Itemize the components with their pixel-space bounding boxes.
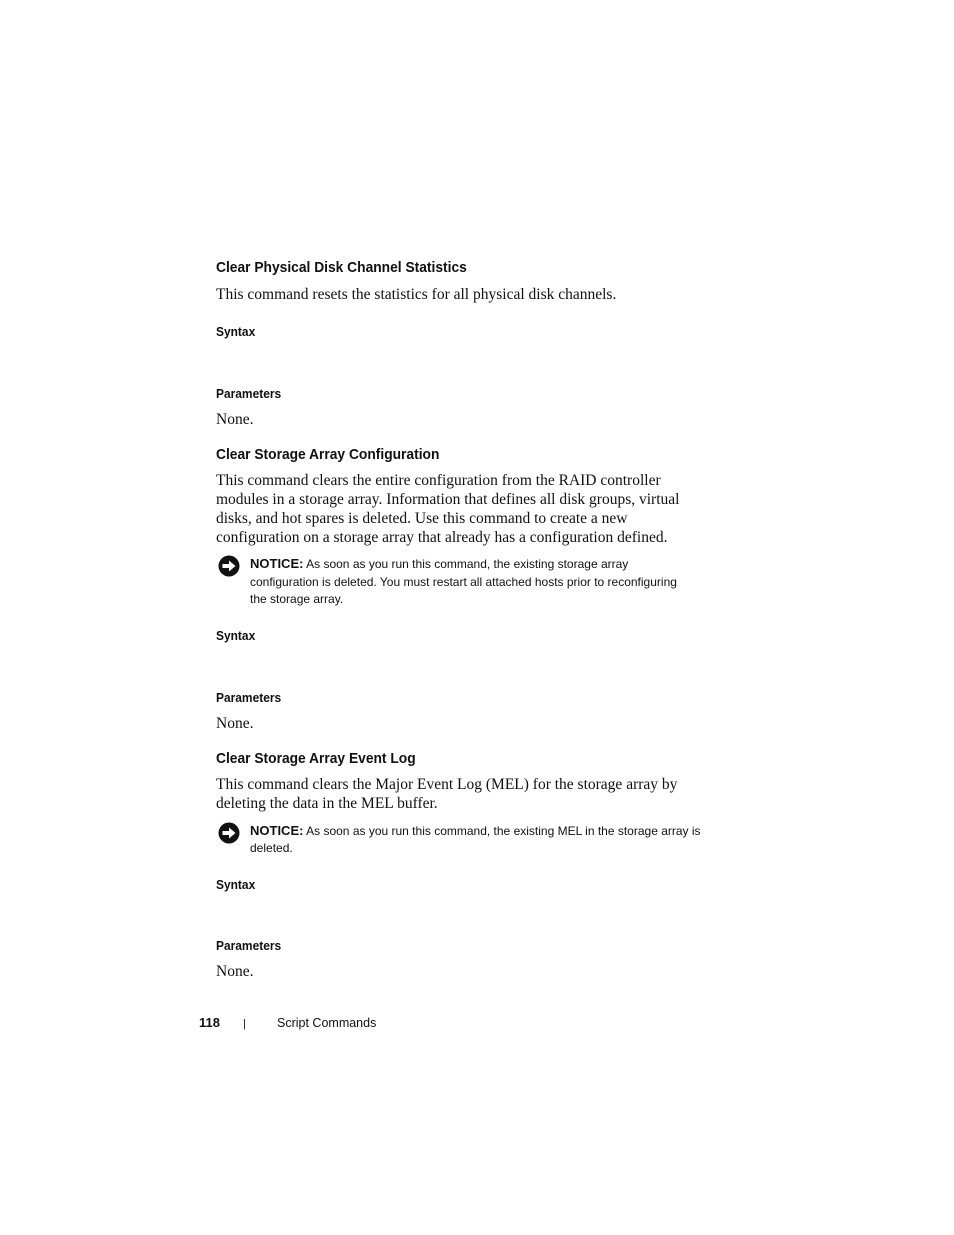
- notice-label: NOTICE:: [250, 556, 304, 571]
- section-title-clear-storage-array-event-log: Clear Storage Array Event Log: [216, 749, 416, 767]
- notice-arrow-icon: [218, 822, 240, 844]
- notice-box: [216, 555, 716, 609]
- description-line: This command clears the entire configuration from the RAID controller: [216, 472, 661, 489]
- parameters-value: None.: [216, 411, 254, 428]
- notice-line: [250, 822, 716, 841]
- syntax-heading: Syntax: [216, 876, 256, 892]
- section-description: This command resets the statistics for all physical disk channels.: [216, 286, 617, 303]
- syntax-heading: Syntax: [216, 324, 256, 339]
- footer-separator: |: [243, 1018, 246, 1030]
- parameters-heading: Parameters: [216, 937, 282, 953]
- notice-text: As soon as you run this command, the existing storage array: [306, 557, 629, 571]
- parameters-value: None.: [216, 962, 254, 980]
- description-line: disks, and hot spares is deleted. Use this command to create a new: [216, 510, 628, 527]
- chapter-title: Script Commands: [277, 1016, 377, 1030]
- section-title-clear-storage-array-configuration: Clear Storage Array Configuration: [216, 446, 440, 463]
- parameters-heading: Parameters: [216, 689, 282, 705]
- section-description: [216, 775, 716, 813]
- description-line: modules in a storage array. Information that defines all disk groups, virtual: [216, 491, 680, 508]
- description-line: configuration on a storage array that already has a configuration defined.: [216, 529, 668, 546]
- syntax-heading: Syntax: [216, 627, 256, 643]
- parameters-heading: Parameters: [216, 386, 282, 401]
- section-description: [216, 471, 716, 547]
- description-line: deleting the data in the MEL buffer.: [216, 794, 438, 812]
- page-footer: [199, 1014, 376, 1033]
- section-title-clear-physical-disk-channel-statistics: Clear Physical Disk Channel Statistics: [216, 259, 467, 276]
- notice-label: NOTICE:: [250, 822, 304, 838]
- notice-box: [216, 822, 716, 858]
- page-number: 118: [199, 1015, 220, 1030]
- page-content: [216, 258, 716, 981]
- parameters-value: None.: [216, 714, 254, 732]
- notice-line: the storage array.: [250, 592, 344, 606]
- notice-text: As soon as you run this command, the existing MEL in the storage array is: [306, 823, 701, 838]
- description-line: This command clears the Major Event Log (MEL) for the storage array by: [216, 775, 678, 793]
- notice-line: deleted.: [250, 841, 293, 855]
- notice-line: configuration is deleted. You must restart all attached hosts prior to reconfiguring: [250, 574, 677, 589]
- notice-arrow-icon: [218, 555, 240, 577]
- notice-line: [250, 555, 716, 574]
